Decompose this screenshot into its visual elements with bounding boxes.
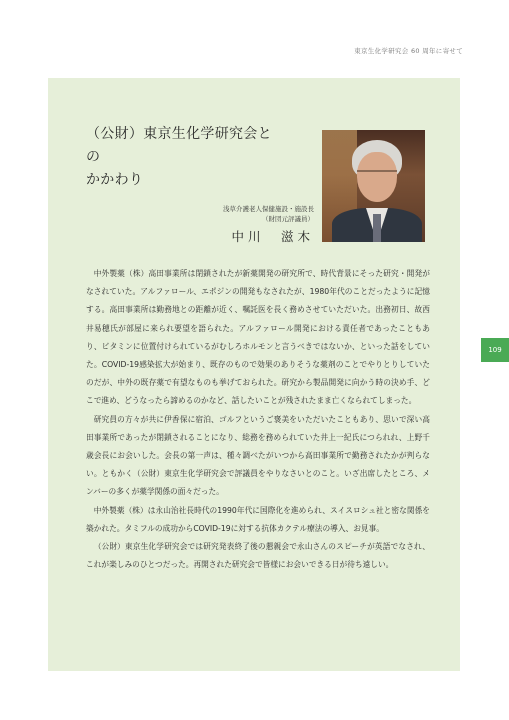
author-photo bbox=[322, 130, 425, 242]
paragraph-2: 研究員の方々が共に伊香保に宿泊、ゴルフというご褒美をいただいたこともあり、思いで深い高田事業所であったが閉鎖されることになり、総務を務められていた井上一紀氏につられれ、上野千歳会長にお会いした。会長の第一声は、種々調べたがいつから高田事業所で勤務されたかが判らない。ともかく（公財）東京生化学研究会で評議員をやりなさいとのこと。いざ出席したところ、メンバーの多くが薬学関係の面々だった。 bbox=[86, 414, 430, 497]
page-number: 109 bbox=[488, 346, 502, 354]
affiliation-line-1: 浅草介護老人保健施設・施設長 bbox=[223, 205, 314, 213]
photo-glasses bbox=[357, 170, 397, 182]
paragraph-1: 中外製薬（株）高田事業所は閉鎖されたが新薬開発の研究所で、時代背景にそった研究・開発がなされていた。アルファロール、エポジンの開発もなされたが、1980年代のことだったように記憶する。高田事業所は勤務地との距離が近く、嘱託医を長く務めさせていただいた。出務初日、故西井易穂氏が部屋に来られ要望を語られた。アルファロール開発における責任者であったこともあり、ビタミンに位置付けられているがむしろホルモンと言うべきではないか、といった話をしていた。COVID-19感染拡大が始まり、既存のもので効果のありそうな薬剤のことでやりとりしていたのだが、中外の既存薬で有望なものも挙げておられた。研究から製品開発に向かう時の決め手、どこで進め、どうなったら諦めるのかなど、話したいことが残されたまま亡くなられてしまった。 bbox=[86, 269, 430, 406]
running-header: 東京生化学研究会 60 周年に寄せて bbox=[354, 47, 463, 55]
paragraph-4: （公財）東京生化学研究会では研究発表終了後の懇親会で永山さんのスピーチが英語でなされ、これが楽しみのひとつだった。再開された研究会で皆様にお会いできる日が待ち遠しい。 bbox=[86, 542, 430, 570]
paragraph-3: 中外製薬（株）は永山治社長時代の1990年代に国際化を進められ、スイスロシュ社と密な関係を築かれた。タミフルの成功からCOVID-19に対する抗体カクテル療法の導入、お見事。 bbox=[86, 505, 430, 533]
article-title-line-1: （公財）東京生化学研究会との bbox=[86, 126, 272, 165]
article-title-line-2: かかわり bbox=[86, 172, 144, 188]
photo-tie bbox=[373, 214, 381, 242]
page-number-tab bbox=[481, 338, 509, 362]
author-affiliation bbox=[200, 204, 314, 224]
article-title bbox=[86, 123, 286, 192]
affiliation-line-2: （財団元評議員） bbox=[262, 215, 314, 223]
author-name: 中川 滋木 bbox=[231, 229, 314, 244]
article-body bbox=[86, 265, 430, 574]
